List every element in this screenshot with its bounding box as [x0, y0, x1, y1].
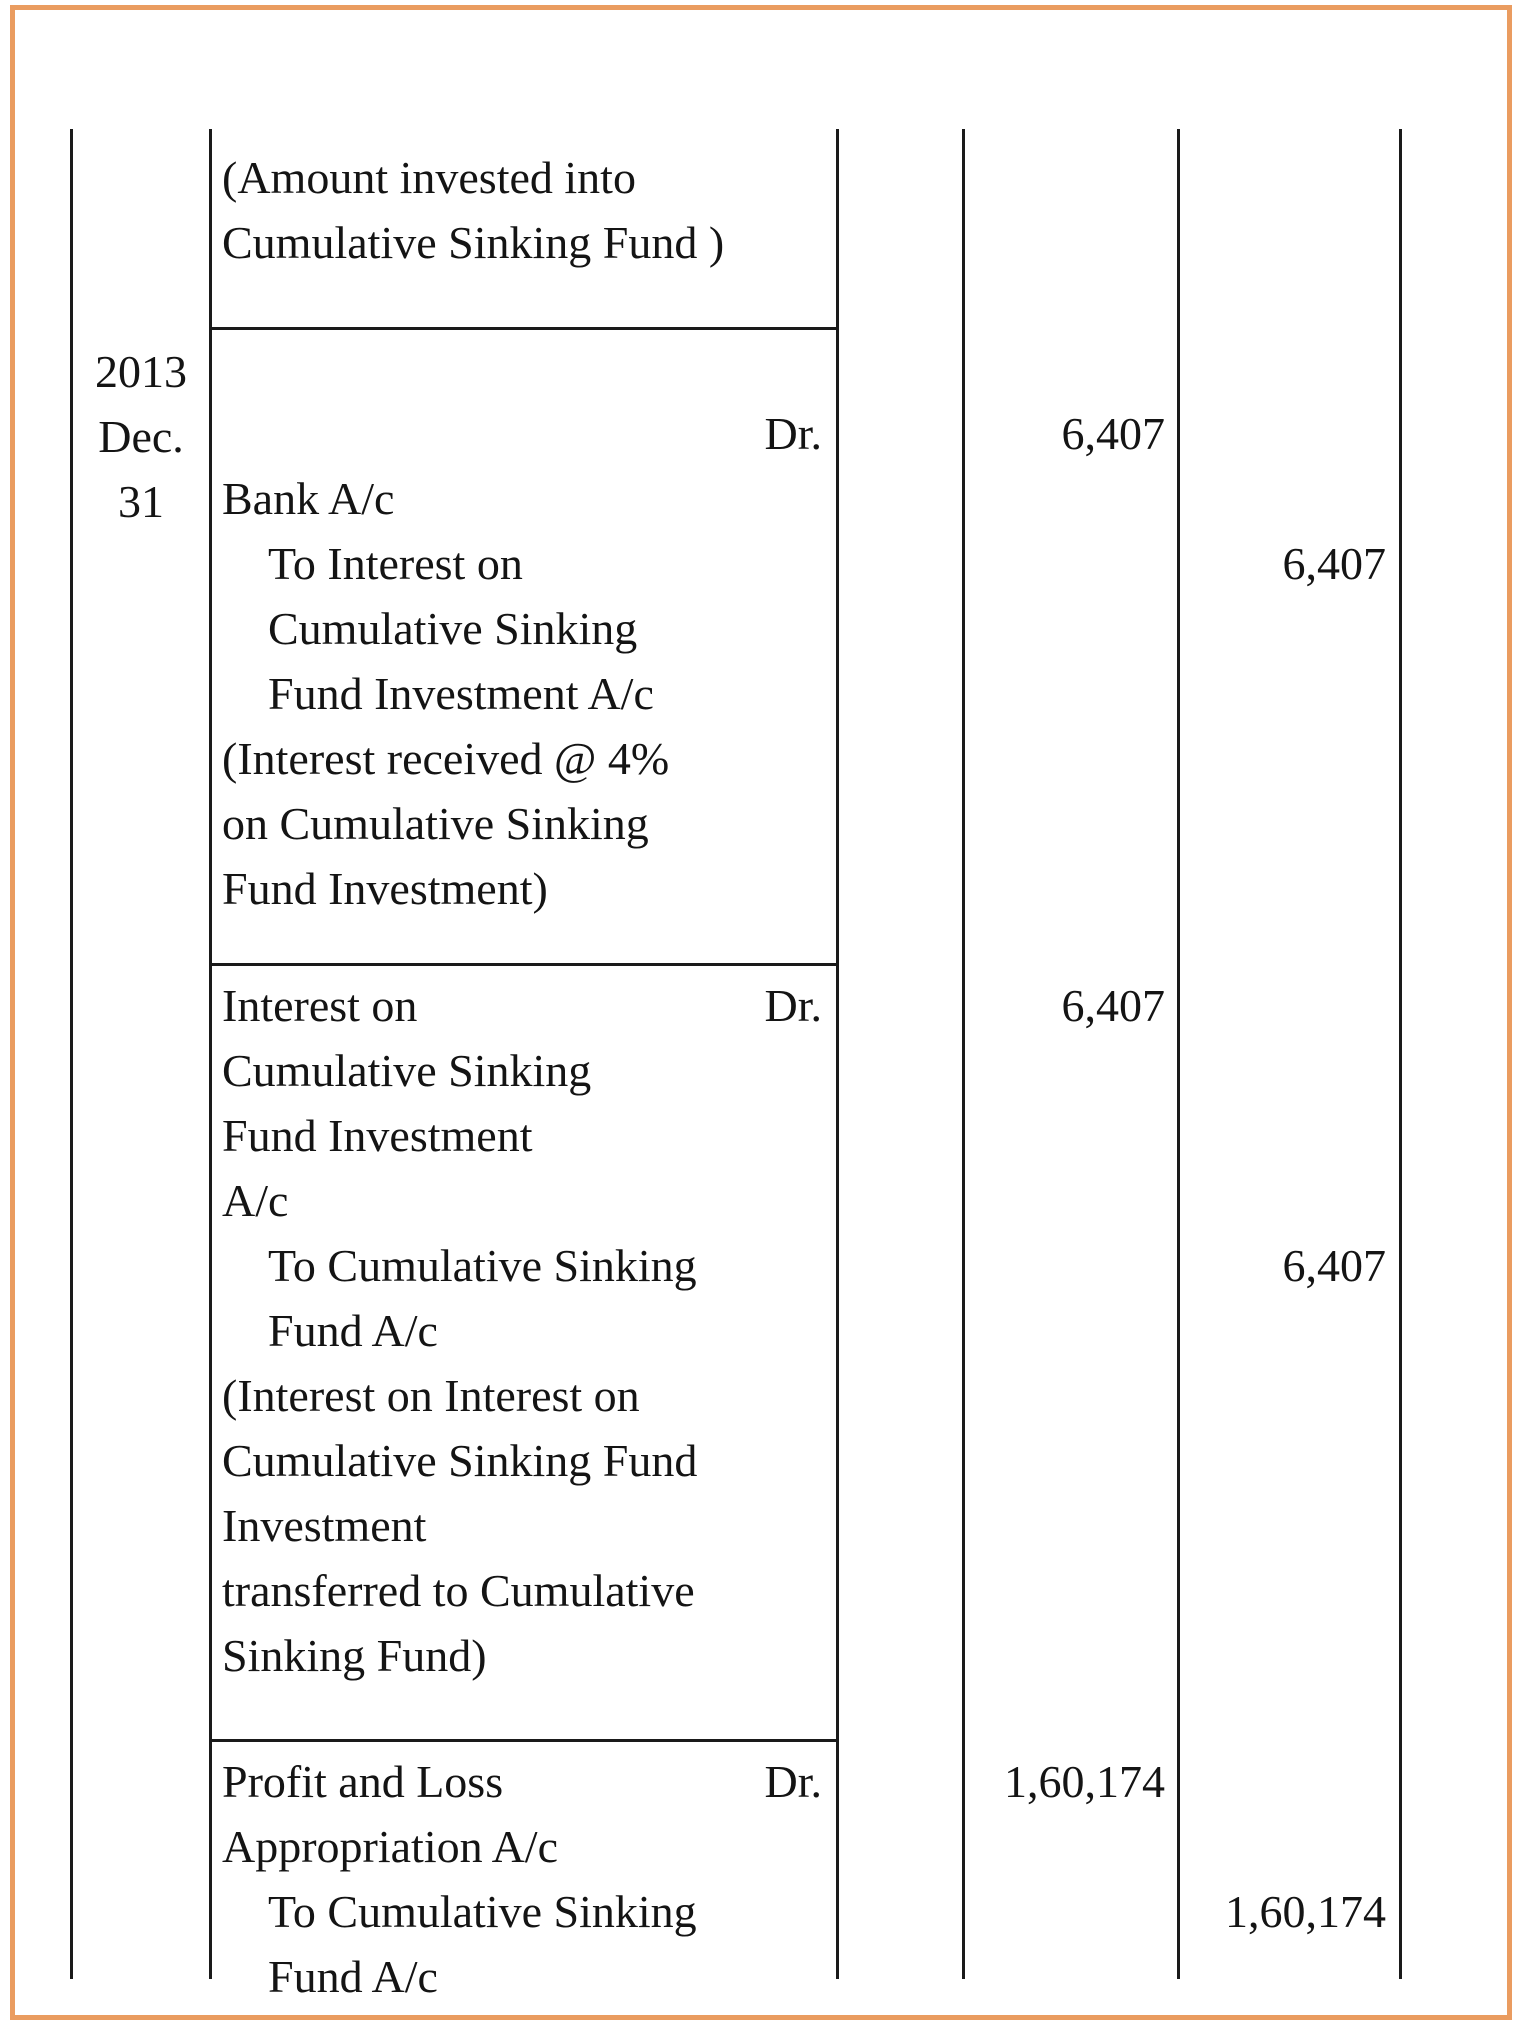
narration-line: (Amount invested into: [222, 152, 636, 203]
debit-amount: 6,407: [1061, 980, 1165, 1031]
debit-amount: 1,60,174: [1004, 1756, 1165, 1807]
entry-bank-interest: [222, 401, 822, 921]
credit-amount: 6,407: [1282, 538, 1386, 589]
entry-separator-3: [209, 1739, 839, 1742]
credit-account-line: To Cumulative Sinking: [268, 1886, 697, 1937]
narration-line: Cumulative Sinking Fund: [222, 1435, 698, 1486]
credit-account-line: To Interest on: [268, 538, 523, 589]
credit-account-line: Fund A/c: [268, 1951, 438, 2002]
date-day: 31: [118, 476, 164, 527]
credit-amount: 6,407: [1282, 1240, 1386, 1291]
entry-date: [73, 339, 209, 534]
table-rule-debit-right: [1177, 129, 1180, 1979]
account-line: Profit and Loss: [222, 1756, 504, 1807]
narration-line: Sinking Fund): [222, 1630, 487, 1681]
account-line: Interest on: [222, 980, 418, 1031]
account-line: Cumulative Sinking: [222, 1045, 592, 1096]
entry-pl-appropriation: [222, 1749, 822, 2009]
account-dr-row: [222, 973, 822, 1038]
credit-account-line: Fund A/c: [268, 1305, 438, 1356]
narration-line: transferred to Cumulative: [222, 1565, 695, 1616]
narration-line: Cumulative Sinking Fund ): [222, 217, 725, 268]
debit-amount: 6,407: [1061, 408, 1165, 459]
narration-line: Fund Investment): [222, 863, 548, 914]
narration-line: (Interest on Interest on: [222, 1370, 640, 1421]
date-year: 2013: [95, 346, 187, 397]
credit-account-line: Fund Investment A/c: [268, 668, 654, 719]
credit-account-line: To Cumulative Sinking: [268, 1240, 697, 1291]
credit-account-line: Cumulative Sinking: [268, 603, 638, 654]
table-rule-credit-right: [1399, 129, 1402, 1979]
dr-label: Dr.: [764, 408, 822, 459]
dr-label: Dr.: [764, 980, 822, 1031]
dr-label: Dr.: [764, 1756, 822, 1807]
date-month: Dec.: [98, 411, 184, 462]
account-line: Bank A/c: [222, 473, 395, 524]
account-dr-row: [222, 1749, 822, 1814]
entry-continuation: [222, 145, 822, 275]
narration-line: Investment: [222, 1500, 427, 1551]
account-line: A/c: [222, 1175, 289, 1226]
entry-separator-1: [209, 327, 839, 330]
entry-interest-transfer: [222, 973, 822, 1688]
table-rule-date-right: [209, 129, 212, 1979]
table-rule-particulars-right: [836, 129, 839, 1979]
narration-line: (Interest received @ 4%: [222, 733, 670, 784]
entry-separator-2: [209, 963, 839, 966]
credit-amount: 1,60,174: [1225, 1886, 1386, 1937]
account-line: Appropriation A/c: [222, 1821, 558, 1872]
narration-line: on Cumulative Sinking: [222, 798, 649, 849]
account-line: Fund Investment: [222, 1110, 533, 1161]
